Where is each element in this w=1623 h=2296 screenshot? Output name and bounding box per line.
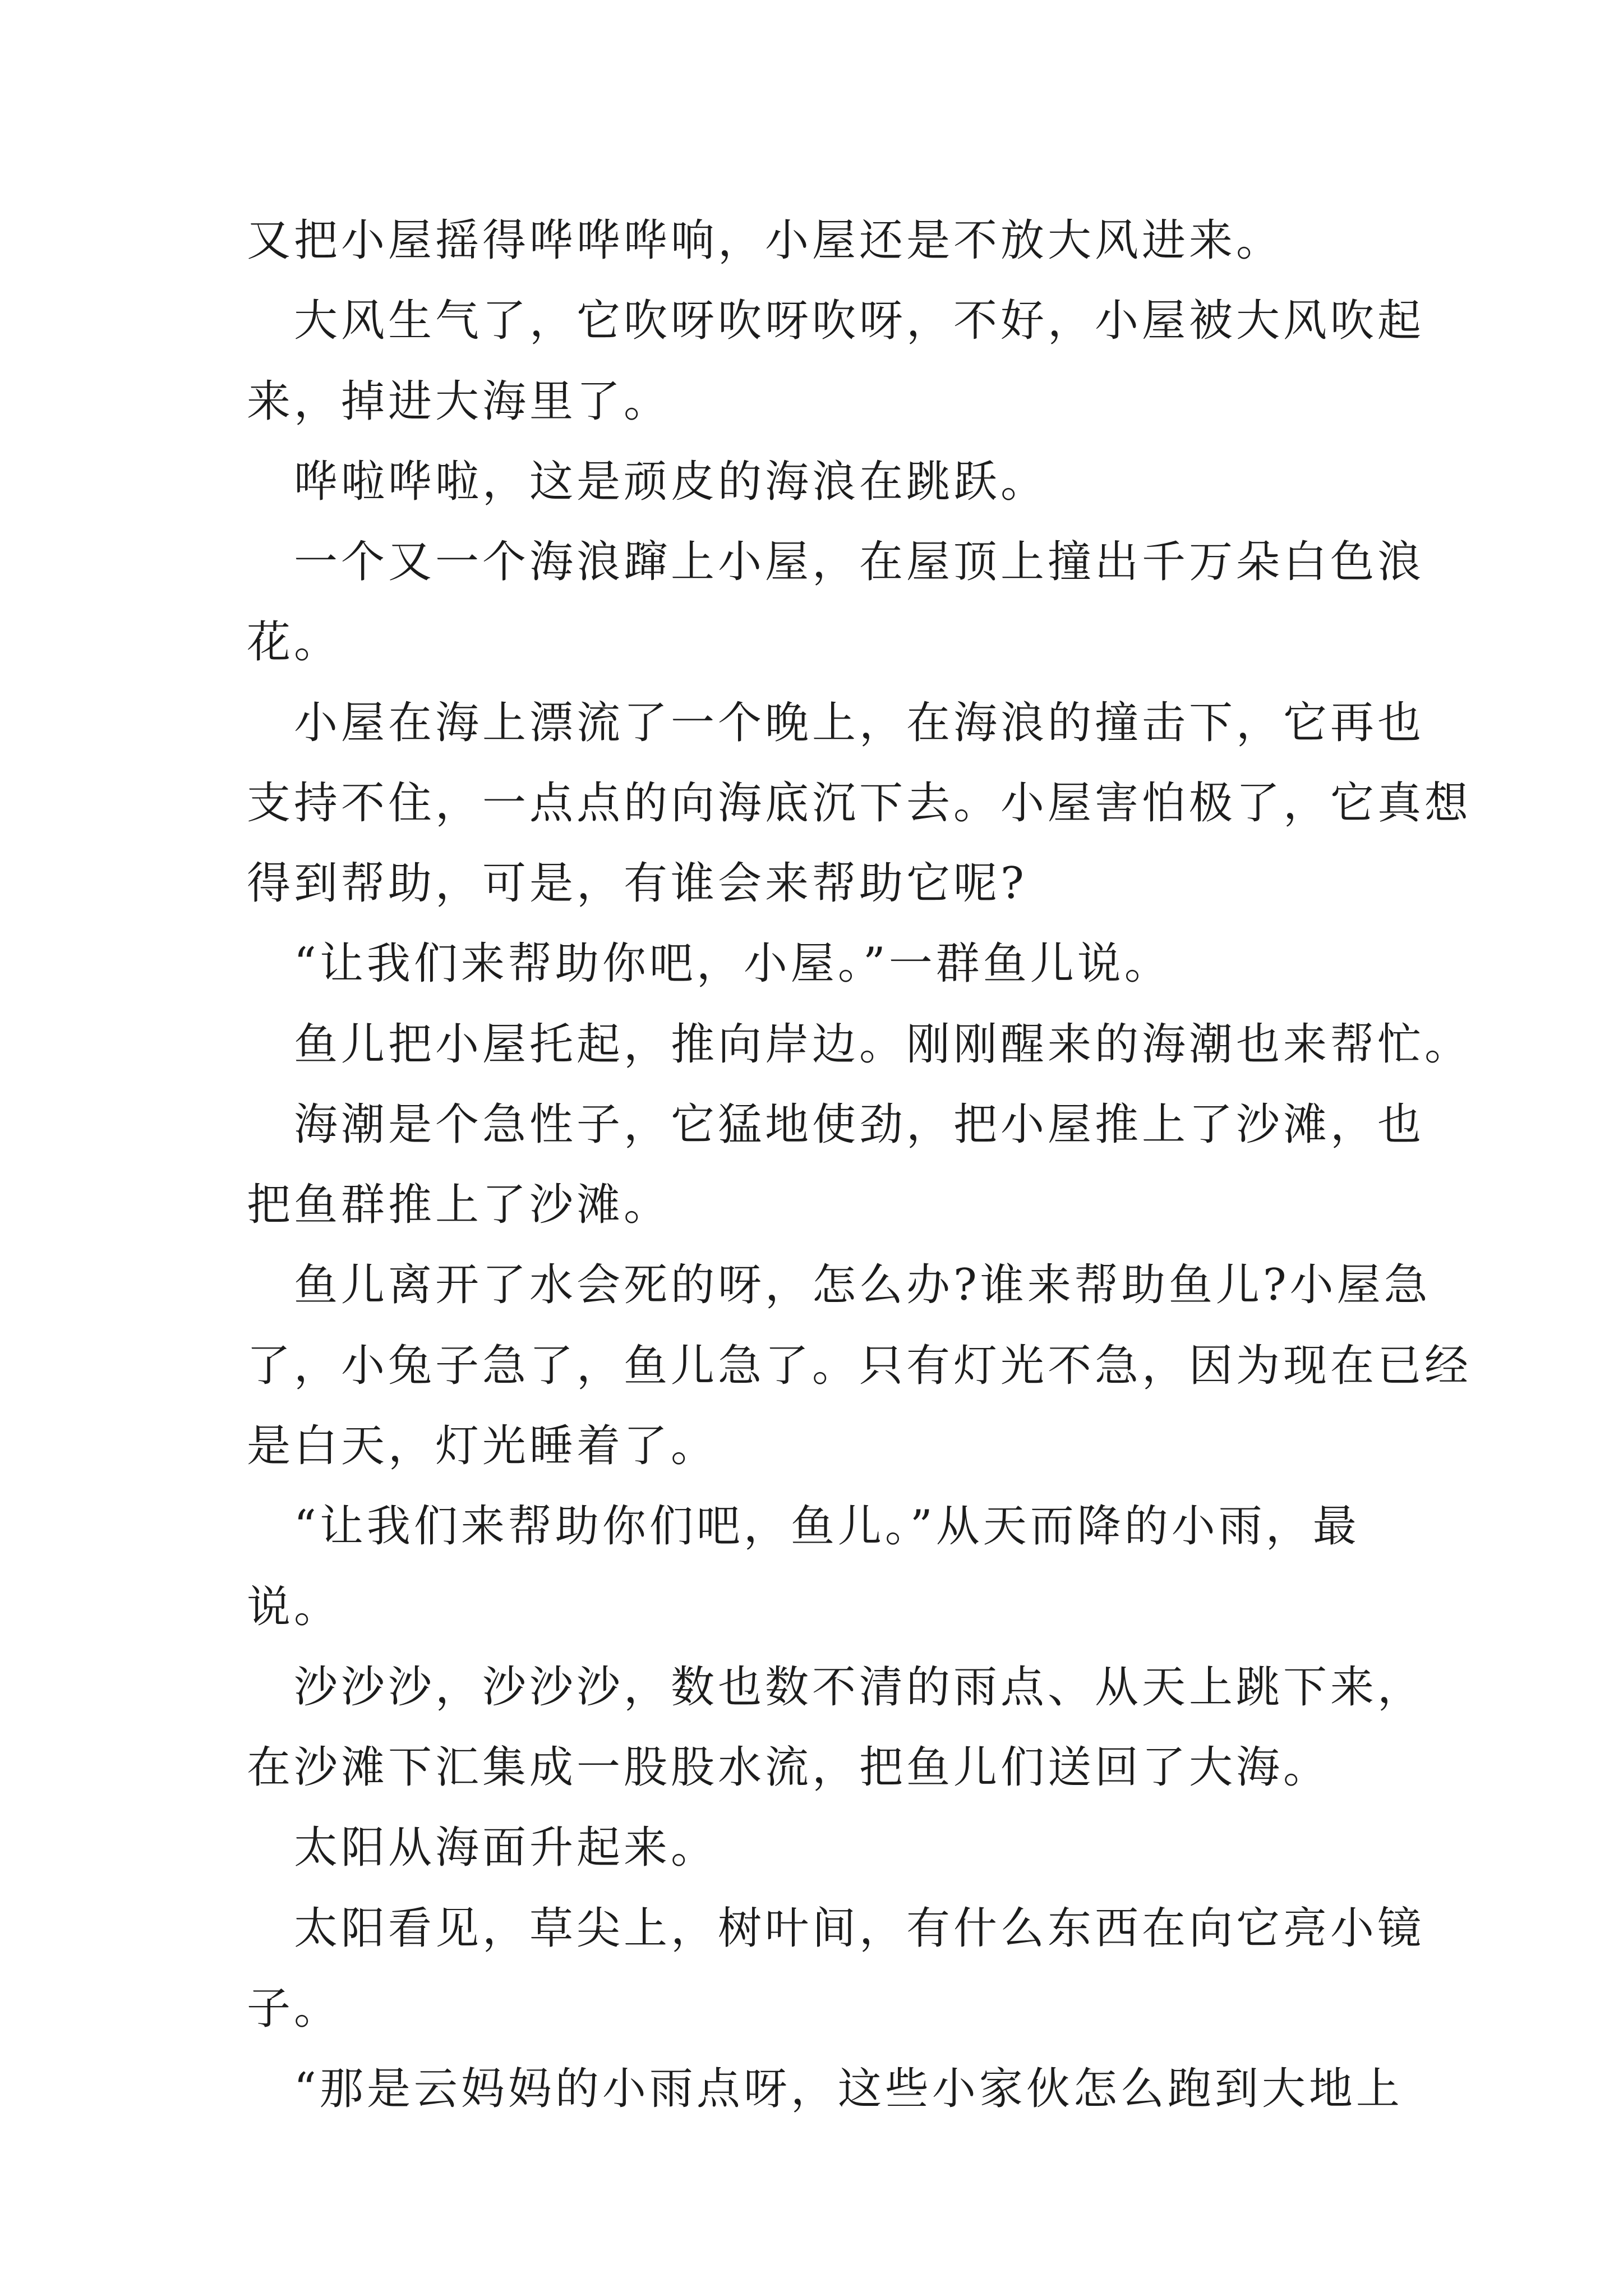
text-line: 哗啦哗啦，这是顽皮的海浪在跳跃。: [247, 457, 1048, 507]
text-line: 鱼儿把小屋托起，推向岸边。刚刚醒来的海潮也来帮忙。: [247, 1019, 1472, 1070]
text-line: “那是云妈妈的小雨点呀，这些小家伙怎么跑到大地上: [247, 2064, 1403, 2114]
text-line: “让我们来帮助你吧，小屋。”一群鱼儿说。: [247, 938, 1172, 989]
text-line: 在沙滩下汇集成一股股水流，把鱼儿们送回了大海。: [247, 1742, 1331, 1793]
text-line: 子。: [247, 1984, 342, 2034]
text-line: 海潮是个急性子，它猛地使劲，把小屋推上了沙滩，也: [247, 1099, 1425, 1150]
text-line: 把鱼群推上了沙滩。: [247, 1180, 671, 1230]
text-line: “让我们来帮助你们吧，鱼儿。”从天而降的小雨，最: [247, 1501, 1360, 1552]
text-line: 来，掉进大海里了。: [247, 376, 671, 427]
text-line: 太阳从海面升起来。: [247, 1823, 718, 1873]
text-line: 支持不住，一点点的向海底沉下去。小屋害怕极了，它真想: [247, 778, 1472, 829]
text-line: 又把小屋摇得哗哗哗响，小屋还是不放大风进来。: [247, 215, 1284, 266]
text-line: 是白天，灯光睡着了。: [247, 1421, 718, 1471]
text-line: 说。: [247, 1582, 342, 1632]
text-line: 小屋在海上漂流了一个晚上，在海浪的撞击下，它再也: [247, 698, 1425, 748]
text-line: 鱼儿离开了水会死的呀，怎么办?谁来帮助鱼儿?小屋急: [247, 1260, 1431, 1310]
text-line: 得到帮助，可是，有谁会来帮助它呢?: [247, 858, 1027, 909]
text-line: 大风生气了，它吹呀吹呀吹呀，不好，小屋被大风吹起: [247, 296, 1425, 346]
text-line: 沙沙沙，沙沙沙，数也数不清的雨点、从天上跳下来，: [247, 1662, 1425, 1713]
text-line: 一个又一个海浪蹿上小屋，在屋顶上撞出千万朵白色浪: [247, 537, 1425, 587]
text-line: 花。: [247, 617, 342, 668]
text-line: 太阳看见，草尖上，树叶间，有什么东西在向它亮小镜: [247, 1903, 1425, 1954]
text-line: 了，小兔子急了，鱼儿急了。只有灯光不急，因为现在已经: [247, 1341, 1472, 1391]
